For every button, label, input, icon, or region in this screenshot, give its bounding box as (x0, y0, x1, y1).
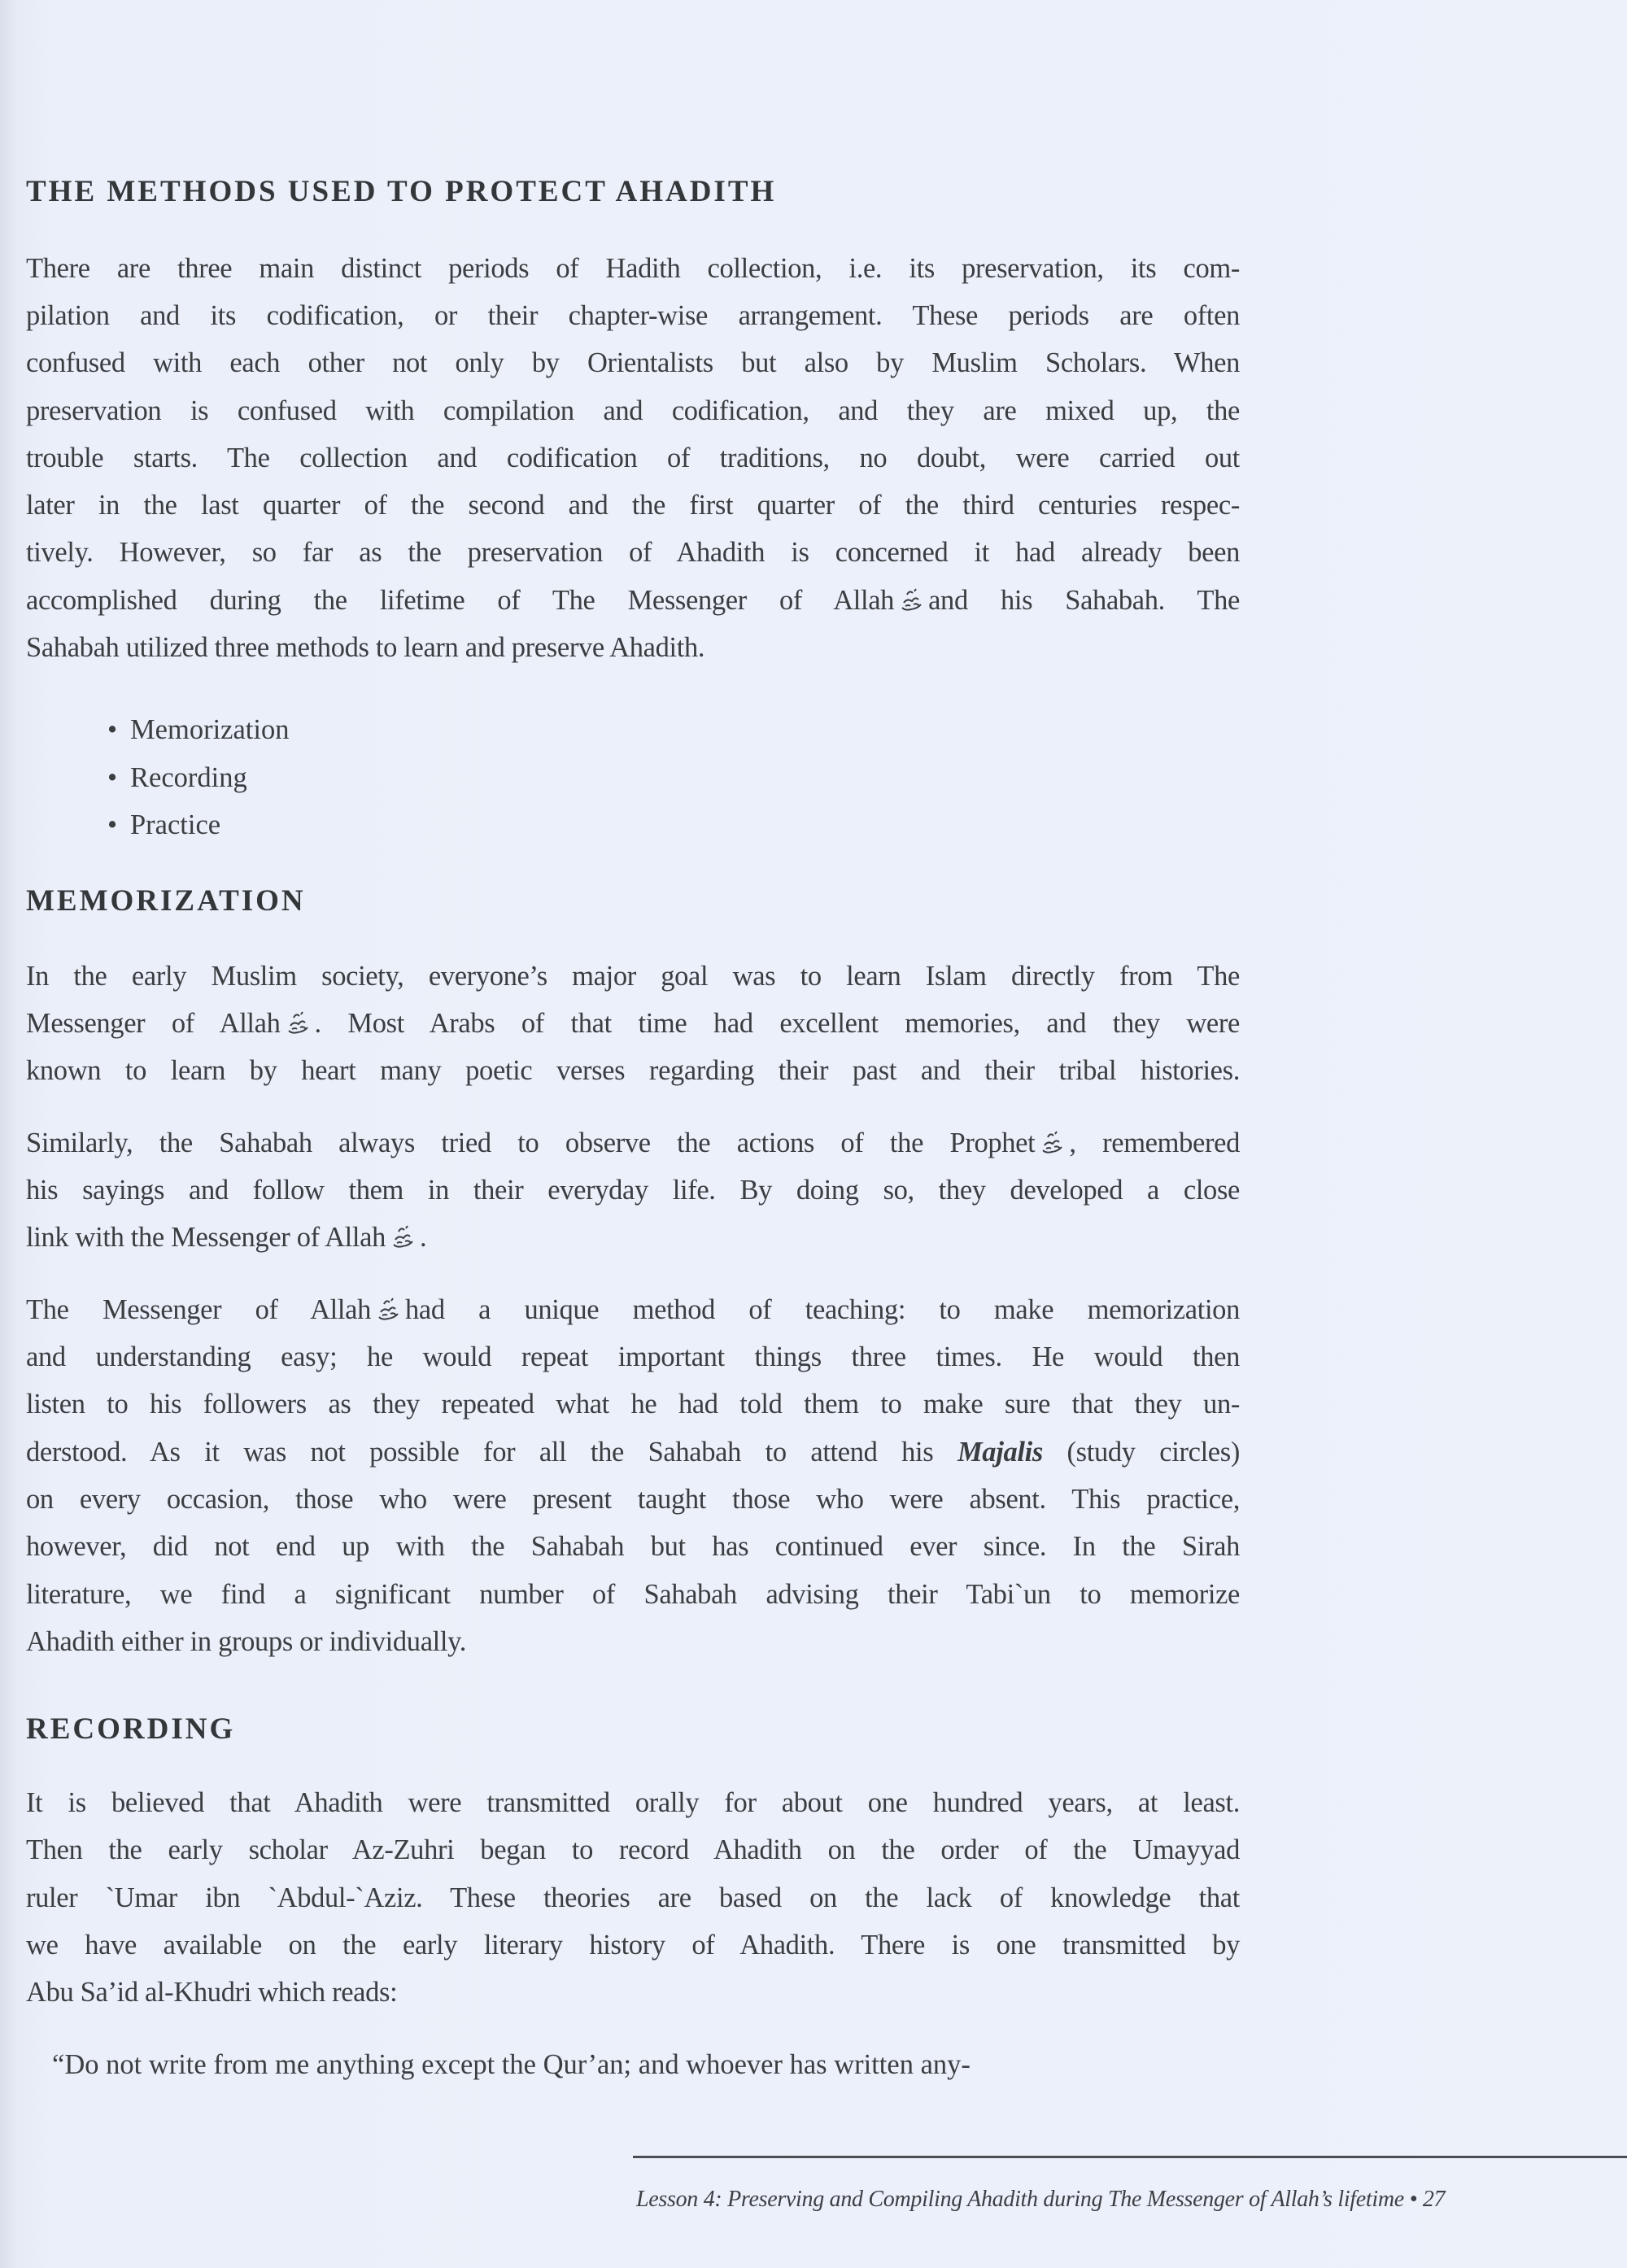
text-line: on every occasion, those who were present taught those who were absent. This practice, (26, 1484, 1240, 1515)
bullet-icon: • (107, 809, 118, 840)
text-segment: link with the Messenger of Allah (26, 1222, 386, 1253)
list-item-label: Recording (130, 762, 247, 793)
bullet-icon: • (107, 714, 118, 745)
text-line: Then the early scholar Az-Zuhri began to record Ahadith on the order of the Umayyad (26, 1834, 1240, 1865)
text-line: however, did not end up with the Sahabah but has continued ever since. In the Sirah (26, 1531, 1240, 1562)
text-line (26, 1127, 1240, 1159)
text-line (26, 1436, 1240, 1468)
text-segment: . (420, 1222, 427, 1253)
salawat-calligraphy-icon (374, 1296, 402, 1324)
list-item (107, 713, 289, 746)
text-line: trouble starts. The collection and codification of traditions, no doubt, were carried out (26, 443, 1240, 473)
text-segment: The Messenger of Allah (26, 1294, 372, 1325)
text-segment: (study circles) (1066, 1437, 1240, 1468)
salawat-calligraphy-icon (284, 1010, 312, 1037)
text-line: confused with each other not only by Orientalists but also by Muslim Scholars. When (26, 347, 1240, 378)
text-line: listen to his followers as they repeated what he had told them to make sure that they un- (26, 1389, 1240, 1420)
text-segment: Similarly, the Sahabah always tried to observe the actions of the Prophet (26, 1127, 1036, 1158)
text-line: later in the last quarter of the second and the first quarter of the third centuries respec- (26, 490, 1240, 521)
text-segment: Messenger of Allah (26, 1008, 281, 1039)
text-line (26, 1007, 1240, 1040)
text-segment: accomplished during the lifetime of The Messenger of Allah (26, 585, 895, 616)
text-segment: . Most Arabs of that time had excellent memories, and they were (314, 1008, 1241, 1039)
text-segment: , remembered (1069, 1127, 1240, 1158)
text-line (26, 1293, 1240, 1326)
text-segment: derstood. As it was not possible for all the Sahabah to attend his (26, 1437, 934, 1468)
text-line: preservation is confused with compilation and codification, and they are mixed up, the (26, 395, 1240, 426)
text-line: In the early Muslim society, everyone’s major goal was to learn Islam directly from The (26, 961, 1240, 992)
text-line: tively. However, so far as the preservation of Ahadith is concerned it had already been (26, 537, 1240, 568)
text-line: and understanding easy; he would repeat important things three times. He would then (26, 1341, 1240, 1372)
section-heading-memorization: MEMORIZATION (26, 884, 306, 918)
section-heading-methods: THE METHODS USED TO PROTECT AHADITH (26, 175, 777, 208)
text-line: Ahadith either in groups or individually. (26, 1626, 467, 1657)
list-item-label: Practice (130, 809, 221, 840)
text-line: pilation and its codification, or their chapter-wise arrangement. These periods are often (26, 300, 1240, 331)
text-line: Abu Sa’id al-Khudri which reads: (26, 1977, 398, 2008)
text-line: we have available on the early literary history of Ahadith. There is one transmitted by (26, 1930, 1240, 1961)
list-item-label: Memorization (130, 714, 290, 745)
salawat-calligraphy-icon (389, 1223, 417, 1251)
block-quote: “Do not write from me anything except the Qur’an; and whoever has written any- (52, 2049, 971, 2080)
text-line: There are three main distinct periods of Hadith collection, i.e. its preservation, its com- (26, 253, 1240, 284)
text-line: literature, we find a significant number of Sahabah advising their Tabi`un to memorize (26, 1579, 1240, 1610)
bullet-icon: • (107, 762, 118, 793)
footer-rule (633, 2156, 1627, 2158)
salawat-calligraphy-icon (1038, 1129, 1066, 1157)
section-heading-recording: RECORDING (26, 1712, 236, 1746)
text-line (26, 1221, 1240, 1254)
text-line: Sahabah utilized three methods to learn and preserve Ahadith. (26, 632, 705, 663)
text-line: It is believed that Ahadith were transmitted orally for about one hundred years, at least. (26, 1787, 1240, 1818)
running-footer: Lesson 4: Preserving and Compiling Ahadith during The Messenger of Allah’s lifetime • 27 (636, 2187, 1446, 2212)
list-item (107, 809, 220, 841)
text-line: known to learn by heart many poetic verses regarding their past and their tribal histories. (26, 1055, 1240, 1086)
text-line (26, 584, 1240, 617)
text-line: his sayings and follow them in their everyday life. By doing so, they developed a close (26, 1175, 1240, 1206)
salawat-calligraphy-icon (897, 587, 925, 614)
text-segment: had a unique method of teaching: to make memorization (405, 1294, 1240, 1325)
text-line: ruler `Umar ibn `Abdul-`Aziz. These theories are based on the lack of knowledge that (26, 1882, 1240, 1913)
emphasis-term: Majalis (957, 1437, 1043, 1468)
list-item (107, 761, 247, 794)
text-segment: and his Sahabah. The (928, 585, 1240, 616)
